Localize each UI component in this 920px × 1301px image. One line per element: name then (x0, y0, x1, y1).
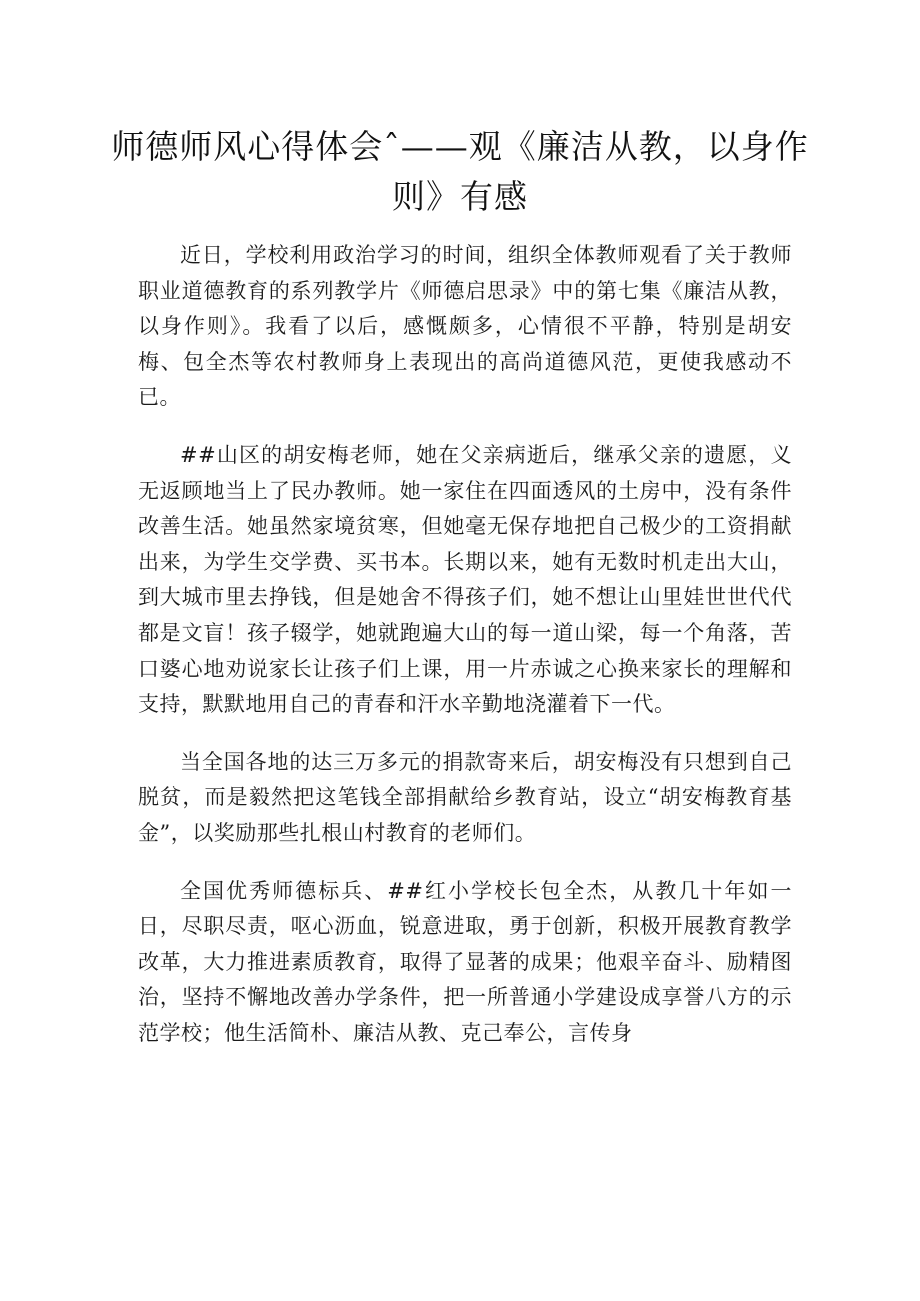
paragraph-donation: 当全国各地的达三万多元的捐款寄来后，胡安梅没有只想到自己脱贫，而是毅然把这笔钱全部捐献给乡教育站，设立“胡安梅教育基金”，以奖励那些扎根山村教育的老师们。 (138, 749, 792, 845)
document-body (138, 238, 792, 1073)
paragraph-bao-quanjie: 全国优秀师德标兵、##红小学校长包全杰，从教几十年如一日，尽职尽责，呕心沥血，锐意进取，勇于创新，积极开展教育教学改革，大力推进素质教育，取得了显著的成果；他艰辛奋斗、励精图治，坚持不懈地改善办学条件，把一所普通小学建设成享誉八方的示范学校；他生活简朴、廉洁从教、克己奉公，言传身 (138, 878, 792, 1045)
paragraph-intro: 近日，学校利用政治学习的时间，组织全体教师观看了关于教师职业道德教育的系列教学片《师德启思录》中的第七集《廉洁从教，以身作则》。我看了以后，感慨颇多，心情很不平静，特别是胡安梅、包全杰等农村教师身上表现出的高尚道德风范，更使我感动不已。 (138, 243, 792, 410)
document-title: 师德师风心得体会ˆ——观《廉洁从教，以身作则》有感 (111, 127, 809, 216)
paragraph-hu-anmei: ##山区的胡安梅老师，她在父亲病逝后，继承父亲的遗愿，义无返顾地当上了民办教师。她一家住在四面透风的土房中，没有条件改善生活。她虽然家境贫寒，但她毫无保存地把自己极少的工资捐献出来，为学生交学费、买书本。长期以来，她有无数时机走出大山，到大城市里去挣钱，但是她舍不得孩子们，她不想让山里娃世世代代都是文盲！孩子辍学，她就跑遍大山的每一道山梁，每一个角落，苦口婆心地劝说家长让孩子们上课，用一片赤诚之心换来家长的理解和支持，默默地用自己的青春和汗水辛勤地浇灌着下一代。 (138, 442, 792, 717)
